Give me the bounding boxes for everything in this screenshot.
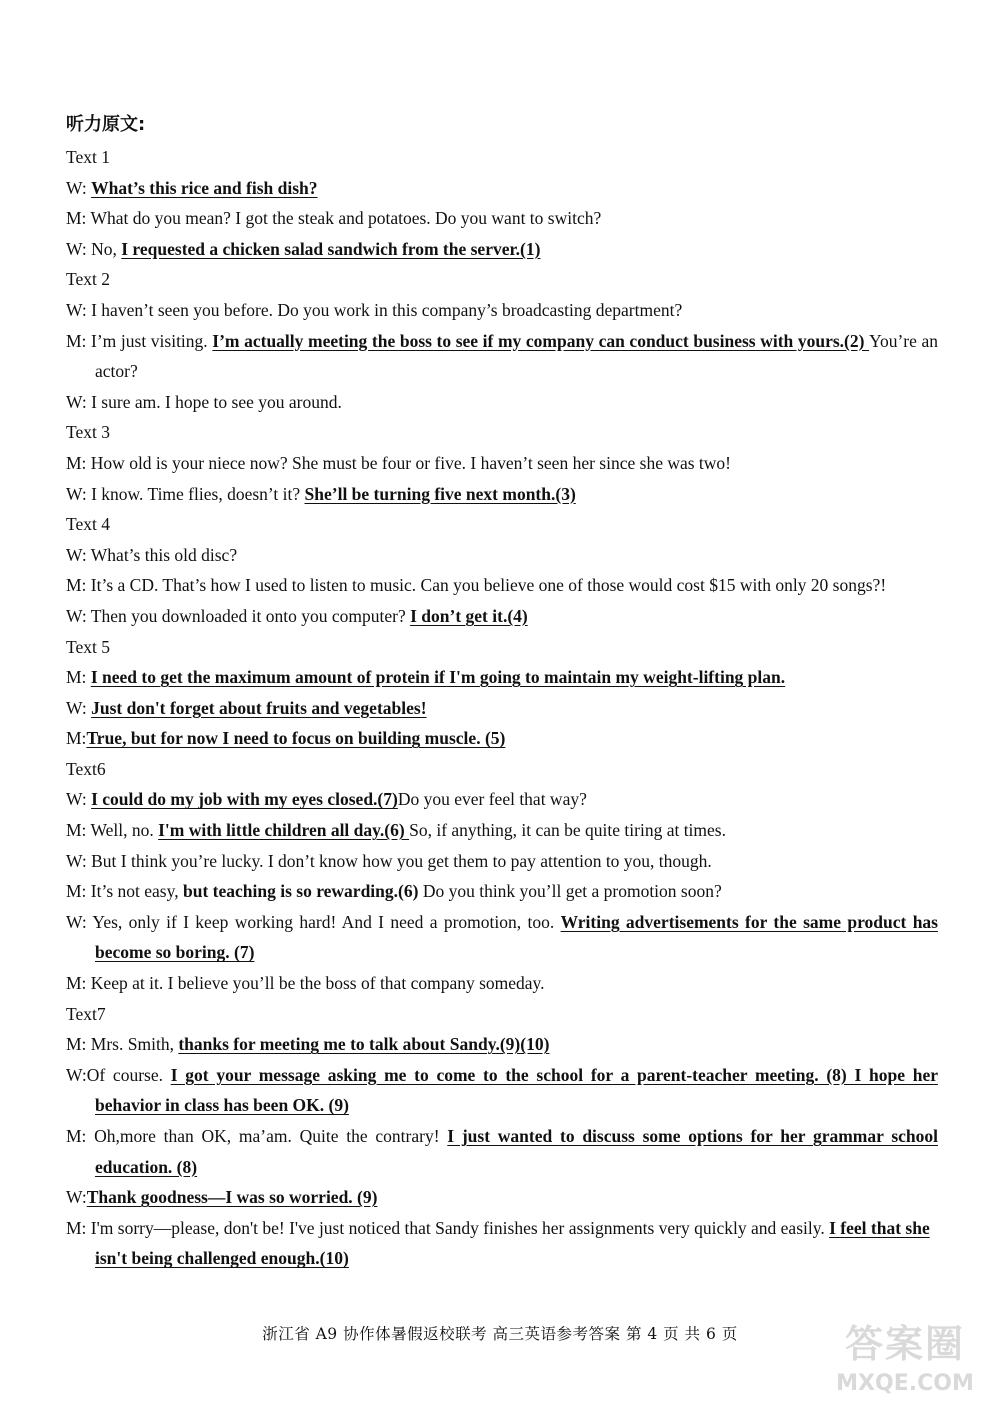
dialogue-line xyxy=(66,326,938,387)
dialogue-text: W:Of course. xyxy=(66,1064,171,1085)
answer-highlight: Just don't forget about fruits and vegetables! xyxy=(91,697,427,718)
watermark-url: MXQE.COM xyxy=(836,1371,974,1396)
dialogue-text: Do you ever feel that way? xyxy=(397,789,587,810)
answer-highlight: True, but for now I need to focus on building muscle. (5) xyxy=(86,728,506,749)
dialogue-text: Text 5 xyxy=(66,636,110,657)
dialogue-line xyxy=(66,479,938,510)
dialogue-text: M: xyxy=(66,667,91,688)
answer-highlight: I need to get the maximum amount of protein if I'm going to maintain my weight-lifting plan. xyxy=(90,667,786,688)
dialogue-text: M: I’m just visiting. xyxy=(66,330,213,351)
dialogue-text: You’re an actor? xyxy=(95,330,939,382)
dialogue-line xyxy=(66,846,938,877)
document-body xyxy=(66,110,938,1274)
dialogue-line xyxy=(66,234,938,265)
dialogue-line xyxy=(66,601,938,632)
dialogue-text: M: Well, no. xyxy=(66,820,159,841)
section-label xyxy=(66,417,938,448)
dialogue-line xyxy=(66,968,938,999)
section-label xyxy=(66,999,938,1030)
page-footer: 浙江省 A9 协作体暑假返校联考 高三英语参考答案 第 4 页 共 6 页 xyxy=(262,1325,738,1343)
dialogue-line xyxy=(66,693,938,724)
dialogue-text: M: xyxy=(66,728,87,749)
dialogue-text: W: No, xyxy=(66,238,122,259)
dialogue-text: M: I'm sorry—please, don't be! I've just noticed that Sandy finishes her assignments very quickly and easily. xyxy=(66,1217,830,1238)
answer-highlight: I don’t get it.(4) xyxy=(410,605,528,626)
watermark-text: 答案圈 xyxy=(844,1322,965,1366)
dialogue-text: W: I know. Time flies, doesn’t it? xyxy=(66,483,305,504)
dialogue-text: W: xyxy=(66,789,92,810)
dialogue-text: Text7 xyxy=(66,1003,106,1024)
dialogue-text: Text 4 xyxy=(66,514,110,535)
dialogue-text: W: Yes, only if I keep working hard! And I need a promotion, too. xyxy=(66,911,561,932)
answer-highlight: but teaching is so rewarding.(6) xyxy=(182,881,419,902)
watermark-logo xyxy=(820,1318,990,1408)
dialogue-text: Do you think you’ll get a promotion soon? xyxy=(418,881,722,902)
dialogue-line xyxy=(66,723,938,754)
dialogue-text: W: xyxy=(66,697,92,718)
answer-highlight: Thank goodness—I was so worried. (9) xyxy=(86,1187,378,1208)
dialogue-text: M: What do you mean? I got the steak and potatoes. Do you want to switch? xyxy=(66,208,602,229)
answer-highlight: I requested a chicken salad sandwich from the server.(1) xyxy=(121,238,541,259)
section-label xyxy=(66,142,938,173)
dialogue-line xyxy=(66,907,938,968)
transcript xyxy=(66,142,938,1274)
dialogue-text: Text 3 xyxy=(66,422,110,443)
dialogue-text: Text 1 xyxy=(66,147,110,167)
dialogue-text: M: Mrs. Smith, xyxy=(66,1034,179,1055)
answer-highlight: thanks for meeting me to talk about Sandy.(9)(10) xyxy=(178,1034,550,1055)
dialogue-text: Text6 xyxy=(66,758,106,779)
dialogue-text: M: It’s not easy, xyxy=(66,881,183,902)
dialogue-line xyxy=(66,1121,938,1182)
dialogue-text: W: xyxy=(66,177,92,198)
answer-highlight: What’s this rice and fish dish? xyxy=(91,177,318,198)
dialogue-line xyxy=(66,876,938,907)
dialogue-line xyxy=(66,570,938,601)
dialogue-text: W: I haven’t seen you before. Do you work in this company’s broadcasting department? xyxy=(66,299,683,320)
dialogue-text: M: It’s a CD. That’s how I used to listen to music. Can you believe one of those would cost $15 with only 20 songs?! xyxy=(66,575,887,596)
answer-highlight: I’m actually meeting the boss to see if my company can conduct business with yours.(2) xyxy=(212,330,870,351)
dialogue-line xyxy=(66,662,938,693)
dialogue-line xyxy=(66,387,938,418)
dialogue-text: W: xyxy=(66,1187,87,1208)
answer-highlight: I'm with little children all day.(6) xyxy=(158,820,410,841)
answer-highlight: I feel that she isn't being challenged enough.(10) xyxy=(95,1217,930,1269)
dialogue-text: So, if anything, it can be quite tiring at times. xyxy=(409,820,726,841)
dialogue-text: M: How old is your niece now? She must be four or five. I haven’t seen her since she was two! xyxy=(66,452,731,473)
section-label xyxy=(66,264,938,295)
dialogue-line xyxy=(66,1029,938,1060)
dialogue-line xyxy=(66,1213,938,1274)
dialogue-line xyxy=(66,173,938,204)
dialogue-text: W: Then you downloaded it onto you computer? xyxy=(66,605,411,626)
section-label xyxy=(66,509,938,540)
answer-highlight: She’ll be turning five next month.(3) xyxy=(304,483,576,504)
page-heading: 听力原文: xyxy=(66,114,146,135)
dialogue-text: W: I sure am. I hope to see you around. xyxy=(66,391,342,412)
section-label xyxy=(66,754,938,785)
dialogue-text: M: Oh,more than OK, ma’am. Quite the contrary! xyxy=(66,1126,448,1146)
dialogue-line xyxy=(66,203,938,234)
answer-highlight: I just wanted to discuss some options for her grammar school education. (8) xyxy=(95,1126,938,1177)
dialogue-line xyxy=(66,448,938,479)
dialogue-line xyxy=(66,815,938,846)
dialogue-text: W: What’s this old disc? xyxy=(66,544,238,565)
dialogue-text: Text 2 xyxy=(66,269,110,290)
dialogue-line xyxy=(66,295,938,326)
answer-highlight: I could do my job with my eyes closed.(7) xyxy=(91,789,398,810)
dialogue-line xyxy=(66,1182,938,1213)
section-label xyxy=(66,632,938,663)
dialogue-text: W: But I think you’re lucky. I don’t know how you get them to pay attention to you, though. xyxy=(66,850,712,871)
answer-highlight: I got your message asking me to come to the school for a parent-teacher meeting. (8) I hope her behavior in class has been OK. (9) xyxy=(95,1064,938,1116)
answer-highlight: Writing advertisements for the same product has become so boring. (7) xyxy=(95,911,938,963)
dialogue-line xyxy=(66,784,938,815)
dialogue-text: M: Keep at it. I believe you’ll be the boss of that company someday. xyxy=(66,973,545,994)
dialogue-line xyxy=(66,540,938,571)
dialogue-line xyxy=(66,1060,938,1121)
